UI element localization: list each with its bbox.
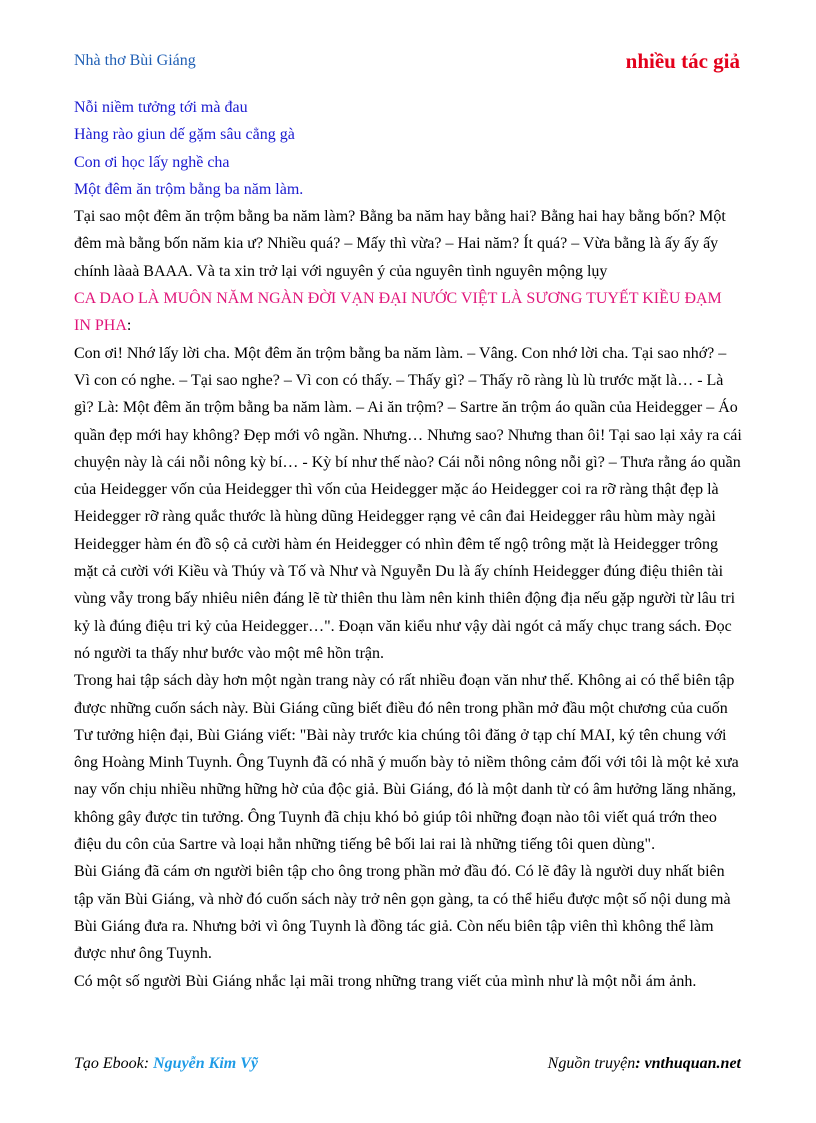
header-title: Nhà thơ Bùi Giáng <box>74 52 196 69</box>
poem-line: Nỗi niềm tưởng tới mà đau <box>74 99 248 116</box>
footer-source-sep: : <box>635 1055 645 1072</box>
footer-source-label: Nguồn truyện <box>547 1055 636 1072</box>
poem-line: Con ơi học lấy nghề cha <box>74 153 230 171</box>
footer-ebook-label: Tạo Ebook <box>74 1055 144 1072</box>
heading-text: CA DAO LÀ MUÔN NĂM NGÀN ĐỜI VẠN ĐẠI NƯỚC VIỆT LÀ SƯƠNG TUYẾT KIỀU ĐẠM IN PHA <box>74 290 722 335</box>
footer-ebook-sep: : <box>143 1055 154 1072</box>
paragraph-4: Bùi Giáng đã cám ơn người biên tập cho ông trong phần mở đầu đó. Có lẽ đây là người duy nhất biên tập văn Bùi Giáng, và nhờ đó cuốn sách này trở nên gọn gàng, ta có thể hiểu được một số nội dung mà Bùi Giáng đưa ra. Nhưng bởi vì ông Tuynh là đồng tác giả. Còn nếu biên tập viên thì không thể làm được như ông Tuynh. <box>74 863 731 963</box>
paragraph-1: Tại sao một đêm ăn trộm bằng ba năm làm? Bằng ba năm hay bằng hai? Bằng hai hay bằng bốn? Một đêm mà bằng bốn năm kia ư? Nhiều quá? – Mấy thì vừa? – Hai năm? Ít quá? – Vừa bằng là ấy ấy ấy chính làaà BAAA. Và ta xin trở lại với nguyên ý của nguyên tình nguyên mộng lụy <box>74 208 726 280</box>
footer-source-credit <box>548 1055 741 1073</box>
paragraph-3: Trong hai tập sách dày hơn một ngàn trang này có rất nhiều đoạn văn như thế. Không ai có thể biên tập được những cuốn sách này. Bùi Giáng cũng biết điều đó nên trong phần mở đầu một chương của cuốn Tư tưởng hiện đại, Bùi Giáng viết: "Bài này trước kia chúng tôi đăng ở tạp chí MAI, ký tên chung với ông Hoàng Minh Tuynh. Ông Tuynh đã có nhã ý muốn bày tỏ niềm thông cảm đối với tôi là một kẻ xưa nay vốn chịu nhiều những hững hờ của độc giả. Bùi Giáng, đó là một danh từ có âm hưởng lăng nhăng, không gây được tin tưởng. Ông Tuynh đã chịu khó bỏ giúp tôi những đoạn nào tôi viết quá trớn theo điệu du côn của Sartre và loại hẳn những tiếng bê bối lai rai là những tiếng tôi quen dùng". <box>74 672 739 854</box>
poem-block <box>74 94 742 203</box>
document-body <box>74 94 742 995</box>
heading-suffix: : <box>126 317 132 335</box>
paragraph-2: Con ơi! Nhớ lấy lời cha. Một đêm ăn trộm bằng ba năm làm. – Vâng. Con nhớ lời cha. Tại sao nhớ? – Vì con có nghe. – Tại sao nghe? – Vì con có thấy. – Thấy gì? – Thấy rõ ràng lù lù trước mặt là… - Là gì? Là: Một đêm ăn trộm bằng ba năm làm. – Ai ăn trộm? – Sartre ăn trộm áo quần của Heidegger – Áo quần đẹp mới hay không? Đẹp mới vô ngần. Nhưng… Nhưng sao? Nhưng than ôi! Tại sao lại xảy ra cái chuyện này là cái nỗi nông kỳ bí… - Kỳ bí như thế nào? Cái nỗi nông nông nỗi gì? – Thưa rằng áo quần của Heidegger vốn của Heidegger thì vốn của Heidegger mặc áo Heidegger coi ra rỡ ràng thật đẹp là Heidegger rỡ ràng quắc thước là hùng dũng Heidegger rạng vẻ cân đai Heidegger râu hùm mày ngài Heidegger hàm én đồ sộ cả cười hàm én Heidegger có nhìn đêm tế ngộ trông mặt là Heidegger trông mặt cả cười với Kiều và Thúy và Tố và Như và Nguyễn Du là ấy chính Heidegger đúng điệu thiên tài vùng vẫy trong bấy nhiêu niên đáng lẽ từ thiên thu làm nên kinh thiên động địa nếu gặp người từ lâu tri kỷ là đúng điệu tri kỷ của Heidegger…". Đoạn văn kiểu như vậy dài ngót cả mấy chục trang sách. Đọc nó người ta thấy như bước vào một mê hồn trận. <box>74 344 742 662</box>
header-author: nhiều tác giả <box>625 49 740 73</box>
poem-line: Một đêm ăn trộm bằng ba năm làm. <box>74 180 304 198</box>
paragraph-5: Có một số người Bùi Giáng nhắc lại mãi trong những trang viết của mình như là một nỗi ám ảnh. <box>74 972 697 990</box>
poem-line: Hàng rào giun dế gặm sâu cẳng gà <box>74 126 295 144</box>
footer-source-site[interactable]: vnthuquan.net <box>644 1055 741 1072</box>
footer-ebook-credit <box>74 1055 258 1073</box>
section-heading <box>74 285 742 340</box>
footer-ebook-name: Nguyễn Kim Vỹ <box>153 1055 258 1072</box>
